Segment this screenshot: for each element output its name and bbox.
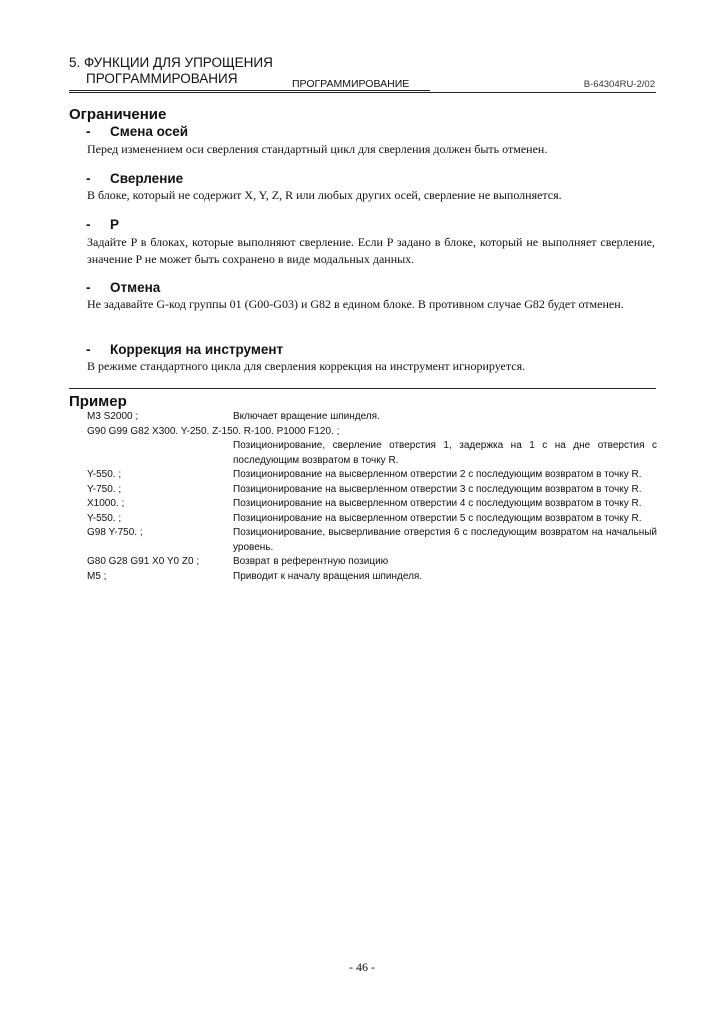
example-row — [87, 439, 657, 468]
example-row — [87, 555, 657, 570]
example-desc — [339, 425, 657, 440]
paragraph-cancel: Не задавайте G-код группы 01 (G00-G03) и G82 в едином блоке. В противном случае G82 будет отменен. — [87, 297, 624, 311]
example-code: Y-550. ; — [87, 512, 122, 524]
example-heading: Пример — [69, 393, 127, 410]
paragraph-drilling: В блоке, который не содержит X, Y, Z, R или любых других осей, сверление не выполняется. — [87, 188, 562, 202]
example-desc: Позиционирование, высверливание отверстия 6 с последующим возвратом на начальный уровень. — [233, 527, 657, 553]
example-code: G98 Y-750. ; — [87, 527, 143, 538]
subheading-drilling: - Сверление — [86, 171, 184, 186]
header-underline — [69, 90, 430, 91]
restriction-heading: Ограничение — [69, 106, 167, 123]
example-program — [87, 410, 657, 584]
example-code: Y-750. ; — [87, 483, 122, 495]
example-code — [87, 439, 233, 468]
example-desc: Позиционирование, сверление отверстия 1, задержка на 1 с на дне отверстия с последующим возвратом в точку R. — [233, 440, 657, 466]
example-desc: Позиционирование на высверленном отверстии 3 с последующим возвратом в точку R. — [233, 483, 642, 495]
example-code: M3 S2000 ; — [87, 411, 139, 422]
example-row — [87, 410, 657, 425]
header-rule — [69, 92, 656, 93]
paragraph-axis-change: Перед изменением оси сверления стандартный цикл для сверления должен быть отменен. — [87, 142, 548, 156]
example-row — [87, 497, 657, 512]
example-desc: Позиционирование на высверленном отверстии 4 с последующим возвратом в точку R. — [233, 498, 642, 509]
example-desc: Возврат в референтную позицию — [233, 556, 389, 567]
section-rule — [69, 388, 656, 389]
example-code: Y-550. ; — [87, 469, 122, 480]
document-code: B-64304RU-2/02 — [583, 79, 655, 90]
section-name: ПРОГРАММИРОВАНИЕ — [292, 78, 410, 90]
example-row — [87, 512, 657, 527]
paragraph-tool-compensation: В режиме стандартного цикла для сверления коррекция на инструмент игнорируется. — [87, 359, 526, 373]
page-number: - 46 - — [349, 960, 375, 974]
example-row — [87, 425, 657, 440]
example-code: G80 G28 G91 X0 Y0 Z0 ; — [87, 556, 200, 567]
example-code: M5 ; — [87, 570, 107, 582]
example-code: X1000. ; — [87, 498, 125, 509]
subheading-tool-compensation: - Коррекция на инструмент — [86, 342, 284, 357]
example-row — [87, 483, 657, 498]
example-code: G90 G99 G82 X300. Y-250. Z-150. R-100. P1000 F120. ; — [87, 425, 340, 437]
example-desc: Позиционирование на высверленном отверстии 2 с последующим возвратом в точку R. — [233, 469, 642, 480]
example-row — [87, 526, 657, 555]
chapter-title-line2: ПРОГРАММИРОВАНИЯ — [86, 71, 238, 86]
example-desc: Включает вращение шпинделя. — [233, 411, 380, 422]
paragraph-p: Задайте P в блоках, которые выполняют сверление. Если P задано в блоке, который не выполняет сверление, значение P не может быть сохранено в виде модальных данных. — [87, 235, 655, 266]
example-desc: Позиционирование на высверленном отверстии 5 с последующим возвратом в точку R. — [233, 512, 642, 524]
example-desc: Приводит к началу вращения шпинделя. — [233, 570, 423, 582]
subheading-p: - P — [86, 217, 120, 232]
chapter-title-line1: 5. ФУНКЦИИ ДЛЯ УПРОЩЕНИЯ — [69, 55, 273, 70]
subheading-cancel: - Отмена — [86, 280, 161, 295]
example-row — [87, 570, 657, 585]
example-row — [87, 468, 657, 483]
chapter-title — [69, 55, 273, 87]
subheading-axis-change: - Смена осей — [86, 124, 189, 139]
